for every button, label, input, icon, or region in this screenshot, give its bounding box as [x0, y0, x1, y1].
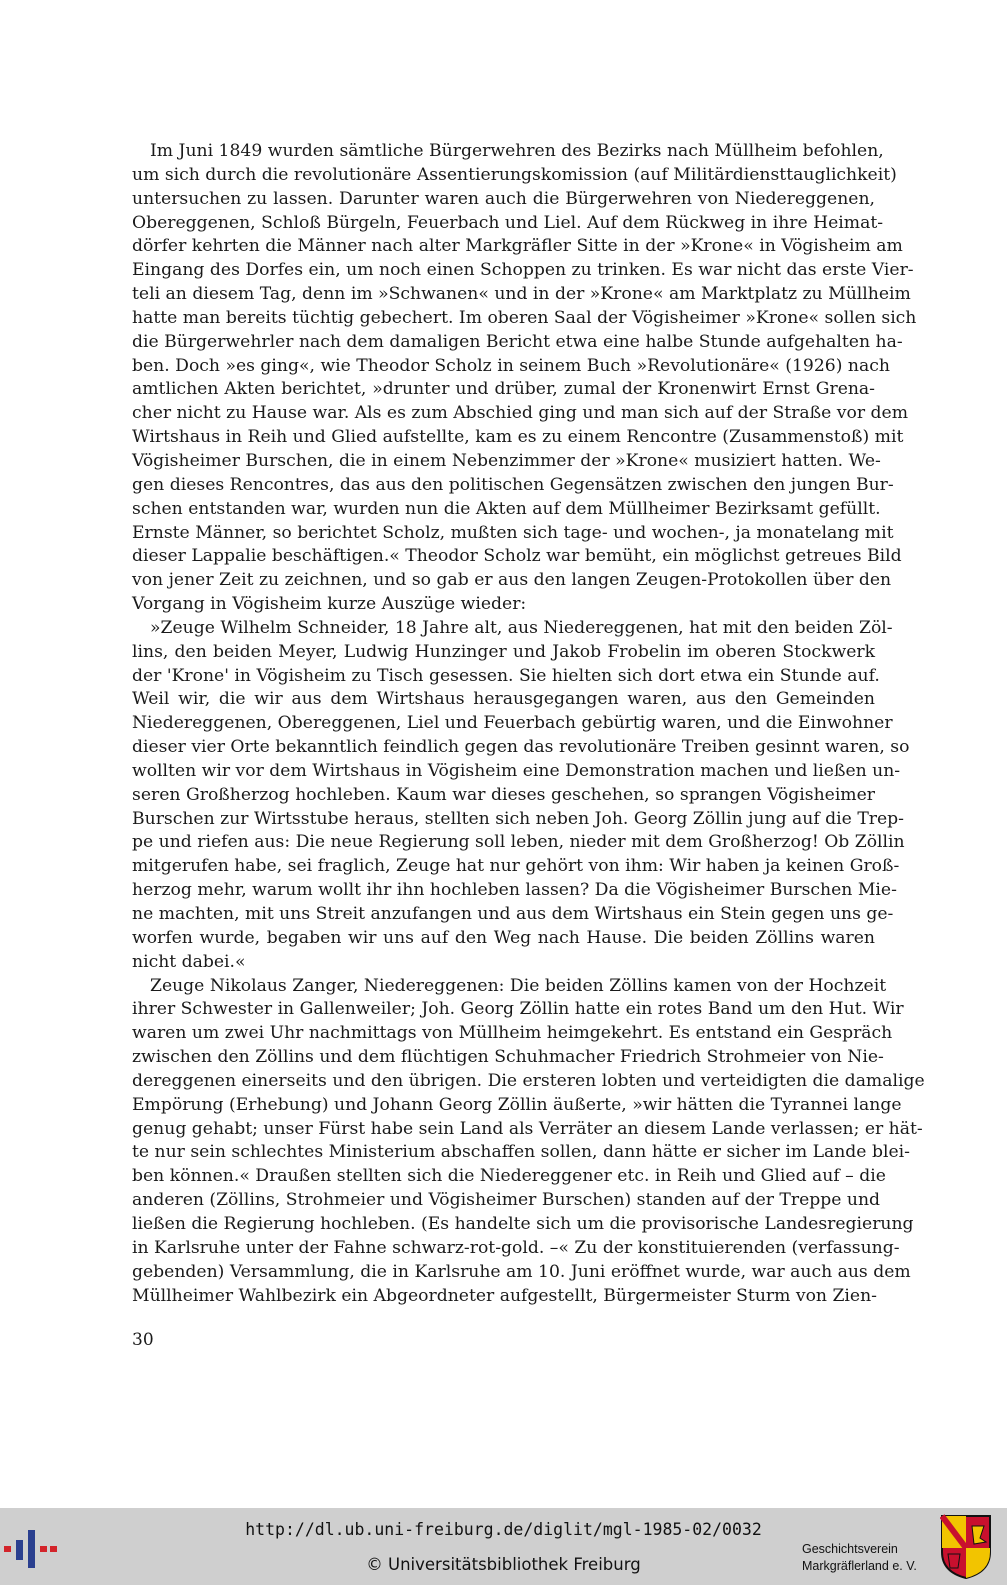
text-line: dereggenen einerseits und den übrigen. Die ersteren lobten und verteidigten die damalige	[132, 1070, 925, 1091]
text-line: pe und riefen aus: Die neue Regierung soll leben, nieder mit dem Großherzog! Ob Zöllin	[132, 832, 905, 853]
text-line: Vorgang in Vögisheim kurze Auszüge wieder:	[132, 594, 527, 615]
text-line: amtlichen Akten berichtet, »drunter und drüber, zumal der Kronenwirt Ernst Grena-	[132, 379, 875, 400]
text-line: der 'Krone' in Vögisheim zu Tisch gesessen. Sie hielten sich dort etwa ein Stunde auf.	[132, 665, 880, 686]
text-line: Ernste Männer, so berichtet Scholz, mußten sich tage- und wochen-, ja monatelang mit	[132, 522, 894, 543]
text-line: waren um zwei Uhr nachmittags von Müllheim heimgekehrt. Es entstand ein Gespräch	[132, 1023, 893, 1044]
text-line: Wirtshaus in Reih und Glied aufstellte, kam es zu einem Rencontre (Zusammenstoß) mit	[132, 427, 904, 448]
text-line: nicht dabei.«	[132, 951, 246, 972]
text-line: teli an diesem Tag, denn im »Schwanen« und in der »Krone« am Marktplatz zu Müllheim	[132, 284, 911, 305]
text-line: seren Großherzog hochleben. Kaum war dieses geschehen, so sprangen Vögisheimer	[132, 784, 875, 805]
coat-of-arms-icon	[940, 1514, 992, 1580]
text-line: Vögisheimer Burschen, die in einem Nebenzimmer der »Krone« musiziert hatten. We-	[132, 450, 881, 471]
body-text	[132, 140, 925, 1308]
paragraph	[132, 140, 917, 617]
text-line: dieser vier Orte bekanntlich feindlich gegen das revolutionäre Treiben gesinnt waren, so	[132, 737, 910, 758]
text-line: Niedereggenen, Obereggenen, Liel und Feuerbach gebürtig waren, und die Einwohner	[132, 713, 893, 734]
paragraph	[132, 975, 925, 1309]
text-line: in Karlsruhe unter der Fahne schwarz-rot-gold. –« Zu der konstituierenden (verfassung-	[132, 1237, 900, 1258]
text-line: dieser Lappalie beschäftigen.« Theodor Scholz war bemüht, ein möglichst getreues Bild	[132, 546, 902, 567]
text-line: worfen wurde, begaben wir uns auf den Weg nach Hause. Die beiden Zöllins waren	[132, 927, 875, 948]
text-line: Zeuge Nikolaus Zanger, Niedereggenen: Die beiden Zöllins kamen von der Hochzeit	[150, 975, 887, 996]
text-line: ben können.« Draußen stellten sich die Niedereggener etc. in Reih und Glied auf – die	[132, 1166, 886, 1187]
paragraph	[132, 617, 910, 975]
text-line: mitgerufen habe, sei fraglich, Zeuge hat nur gehört von ihm: Wir haben ja keinen Groß-	[132, 856, 900, 877]
text-line: gen dieses Rencontres, das aus den politischen Gegensätzen zwischen den jungen Bur-	[132, 474, 894, 495]
text-line: anderen (Zöllins, Strohmeier und Vögisheimer Burschen) standen auf der Treppe und	[132, 1190, 881, 1211]
text-line: von jener Zeit zu zeichnen, und so gab er aus den langen Zeugen-Protokollen über den	[132, 570, 892, 591]
text-line: um sich durch die revolutionäre Assentierungskomission (auf Militärdiensttauglichkeit)	[132, 164, 897, 185]
text-line: lins, den beiden Meyer, Ludwig Hunzinger und Jakob Frobelin im oberen Stockwerk	[132, 641, 875, 662]
text-line: ben. Doch »es ging«, wie Theodor Scholz in seinem Buch »Revolutionäre« (1926) nach	[132, 355, 890, 376]
text-line: Obereggenen, Schloß Bürgeln, Feuerbach und Liel. Auf dem Rückweg in ihre Heimat-	[132, 212, 884, 233]
society-name-line: Geschichtsverein	[802, 1542, 898, 1556]
text-line: ne machten, mit uns Streit anzufangen und aus dem Wirtshaus ein Stein gegen uns ge-	[132, 904, 894, 924]
viewer-footer	[0, 1508, 1007, 1585]
society-name-line: Markgräflerland e. V.	[802, 1559, 917, 1573]
text-line: Empörung (Erhebung) und Johann Georg Zöllin äußerte, »wir hätten die Tyrannei lange	[132, 1094, 902, 1115]
text-line: Weil wir, die wir aus dem Wirtshaus herausgegangen waren, aus den Gemeinden	[132, 689, 875, 710]
text-line: hatte man bereits tüchtig gebechert. Im oberen Saal der Vögisheimer »Krone« sollen sich	[132, 307, 917, 328]
text-line: ihrer Schwester in Gallenweiler; Joh. Georg Zöllin hatte ein rotes Band um den Hut. Wir	[132, 999, 904, 1020]
permalink-url[interactable]: http://dl.ub.uni-freiburg.de/diglit/mgl-1985-02/0032	[245, 1520, 762, 1539]
text-line: zwischen den Zöllins und dem flüchtigen Schuhmacher Friedrich Strohmeier von Nie-	[132, 1047, 884, 1068]
text-line: »Zeuge Wilhelm Schneider, 18 Jahre alt, aus Niedereggenen, hat mit den beiden Zöl-	[150, 617, 893, 638]
text-line: genug gehabt; unser Fürst habe sein Land als Verräter an diesem Lande verlassen; er hät-	[132, 1118, 923, 1139]
text-line: Eingang des Dorfes ein, um noch einen Schoppen zu trinken. Es war nicht das erste Vier-	[132, 260, 914, 281]
text-line: dörfer kehrten die Männer nach alter Markgräfler Sitte in der »Krone« in Vögisheim am	[132, 236, 903, 257]
text-line: Müllheimer Wahlbezirk ein Abgeordneter aufgestellt, Bürgermeister Sturm von Zien-	[132, 1285, 877, 1306]
text-line: cher nicht zu Hause war. Als es zum Abschied ging und man sich auf der Straße vor dem	[132, 403, 908, 424]
copyright-text: © Universitätsbibliothek Freiburg	[366, 1555, 641, 1574]
text-line: Burschen zur Wirtsstube heraus, stellten sich neben Joh. Georg Zöllin jung auf die Trep-	[132, 808, 904, 829]
text-line: herzog mehr, warum wollt ihr ihn hochleben lassen? Da die Vögisheimer Burschen Mie-	[132, 880, 897, 901]
text-line: schen entstanden war, wurden nun die Akten auf dem Müllheimer Bezirksamt gefüllt.	[132, 498, 881, 519]
text-line: te nur sein schlechtes Ministerium abschaffen sollen, dann hätte er sicher im Lande blei-	[132, 1142, 910, 1163]
text-line: Im Juni 1849 wurden sämtliche Bürgerwehren des Bezirks nach Müllheim befohlen,	[150, 141, 884, 161]
text-line: wollten wir vor dem Wirtshaus in Vögisheim eine Demonstration machen und ließen un-	[132, 760, 901, 781]
society-name	[802, 1541, 917, 1575]
page-number: 30	[132, 1330, 154, 1350]
text-line: die Bürgerwehrler nach dem damaligen Bericht etwa eine halbe Stunde aufgehalten ha-	[132, 331, 903, 352]
text-line: untersuchen zu lassen. Darunter waren auch die Bürgerwehren von Niedereggenen,	[132, 188, 875, 209]
text-line: ließen die Regierung hochleben. (Es handelte sich um die provisorische Landesregierung	[132, 1213, 914, 1234]
text-line: gebenden) Versammlung, die in Karlsruhe am 10. Juni eröffnet wurde, war auch aus dem	[132, 1261, 911, 1282]
